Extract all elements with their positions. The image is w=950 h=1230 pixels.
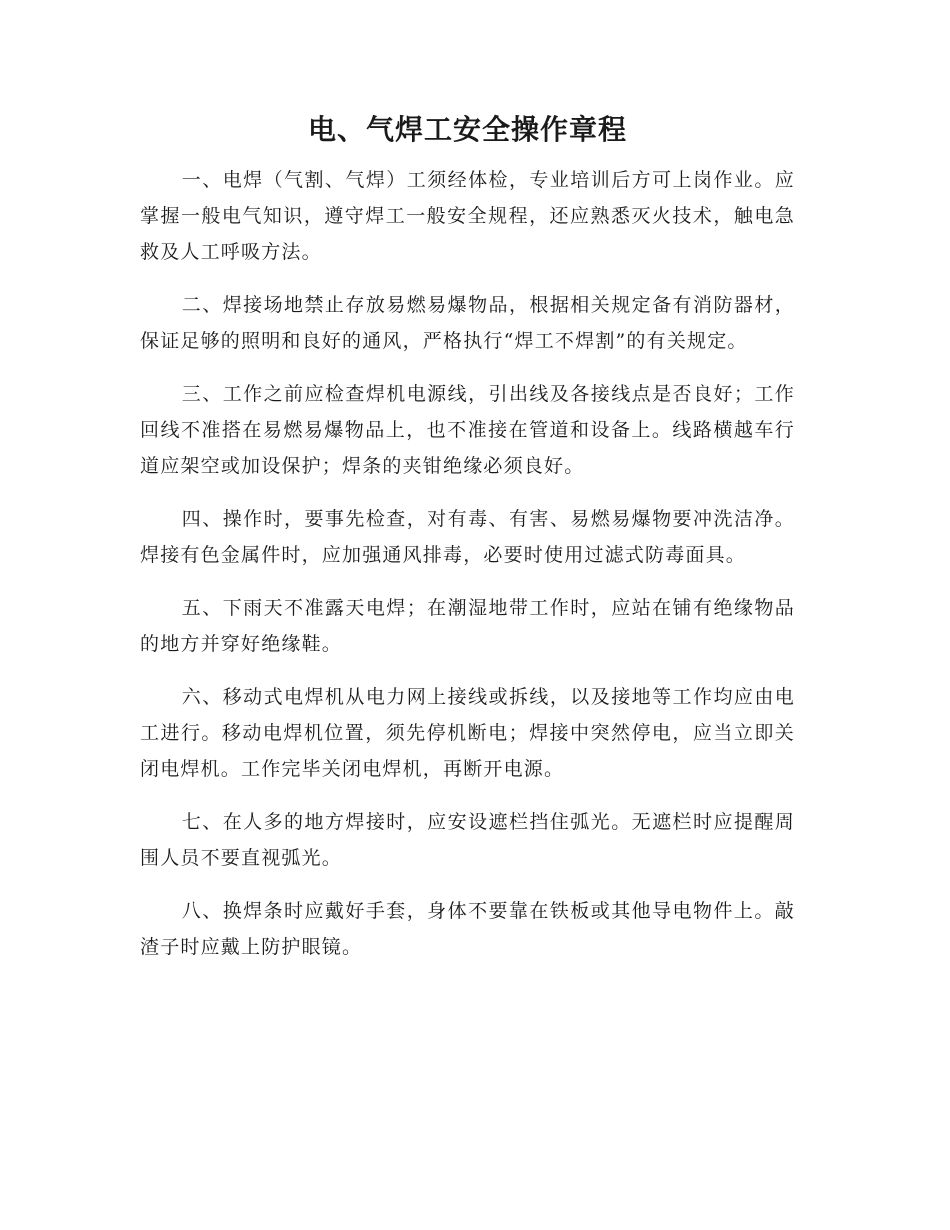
paragraph-5: 五、下雨天不准露天电焊；在潮湿地带工作时，应站在铺有绝缘物品的地方并穿好绝缘鞋。 (140, 597, 795, 655)
document-page (140, 108, 795, 982)
paragraph-6: 六、移动式电焊机从电力网上接线或拆线，以及接地等工作均应由电工进行。移动电焊机位置，须先停机断电；焊接中突然停电，应当立即关闭电焊机。工作完毕关闭电焊机，再断开电源。 (140, 686, 795, 780)
paragraph-2: 二、焊接场地禁止存放易燃易爆物品，根据相关规定备有消防器材，保证足够的照明和良好的通风，严格执行“焊工不焊割”的有关规定。 (140, 294, 795, 352)
document-title: 电、气焊工安全操作章程 (307, 113, 627, 146)
paragraph-8: 八、换焊条时应戴好手套，身体不要靠在铁板或其他导电物件上。敲渣子时应戴上防护眼镜。 (140, 900, 795, 958)
paragraph-7: 七、在人多的地方焊接时，应安设遮栏挡住弧光。无遮栏时应提醒周围人员不要直视弧光。 (140, 811, 795, 869)
paragraph-4: 四、操作时，要事先检查，对有毒、有害、易燃易爆物要冲洗洁净。焊接有色金属件时，应加强通风排毒，必要时使用过滤式防毒面具。 (140, 508, 795, 566)
paragraph-1: 一、电焊（气割、气焊）工须经体检，专业培训后方可上岗作业。应掌握一般电气知识，遵守焊工一般安全规程，还应熟悉灭火技术，触电急救及人工呼吸方法。 (140, 169, 795, 263)
paragraph-3: 三、工作之前应检查焊机电源线，引出线及各接线点是否良好；工作回线不准搭在易燃易爆物品上，也不准接在管道和设备上。线路横越车行道应架空或加设保护；焊条的夹钳绝缘必须良好。 (140, 383, 795, 477)
